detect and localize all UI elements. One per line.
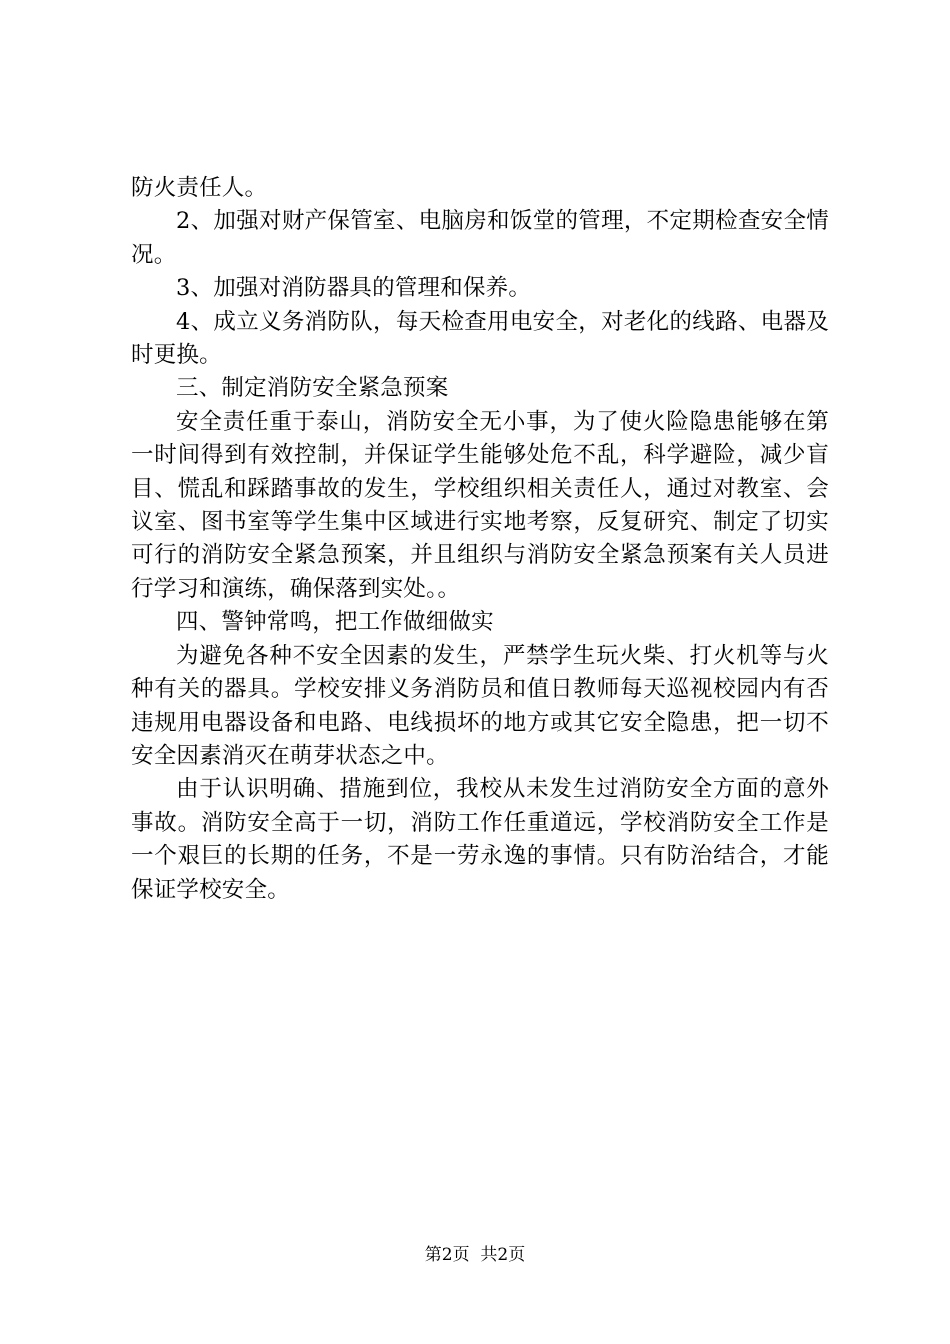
paragraph-conclusion: 由于认识明确、措施到位，我校从未发生过消防安全方面的意外事故。消防安全高于一切，消防工作任重道远，学校消防安全工作是一个艰巨的长期的任务，不是一劳永逸的事情。只有防治结合，才能保证学校安全。 bbox=[131, 776, 829, 903]
paragraph-item-4: 4、成立义务消防队，每天检查用电安全，对老化的线路、电器及时更换。 bbox=[131, 308, 829, 369]
page-number-label: 第2页 共2页 bbox=[424, 1245, 526, 1265]
paragraph-item-2: 2、加强对财产保管室、电脑房和饭堂的管理，不定期检查安全情况。 bbox=[131, 208, 829, 268]
section-heading-3: 三、制定消防安全紧急预案 bbox=[176, 375, 449, 402]
paragraph-item-3: 3、加强对消防器具的管理和保养。 bbox=[176, 275, 532, 302]
paragraph-emergency-plan: 安全责任重于泰山，消防安全无小事，为了使火险隐患能够在第一时间得到有效控制，并保证学生能够处危不乱，科学避险，减少盲目、慌乱和踩踏事故的发生，学校组织相关责任人，通过对教室、会议室、图书室等学生集中区域进行实地考察，反复研究、制定了切实可行的消防安全紧急预案，并且组织与消防安全紧急预案有关人员进行学习和演练，确保落到实处。。 bbox=[131, 408, 829, 602]
section-heading-4: 四、警钟常鸣，把工作做细做实 bbox=[176, 609, 494, 636]
paragraph-prevention: 为避免各种不安全因素的发生，严禁学生玩火柴、打火机等与火种有关的器具。学校安排义务消防员和值日教师每天巡视校园内有否违规用电器设备和电路、电线损坏的地方或其它安全隐患，把一切不安全因素消灭在萌芽状态之中。 bbox=[131, 642, 829, 769]
page-footer bbox=[0, 1244, 950, 1266]
document-body bbox=[131, 172, 829, 907]
paragraph-continuation: 防火责任人。 bbox=[131, 175, 268, 201]
